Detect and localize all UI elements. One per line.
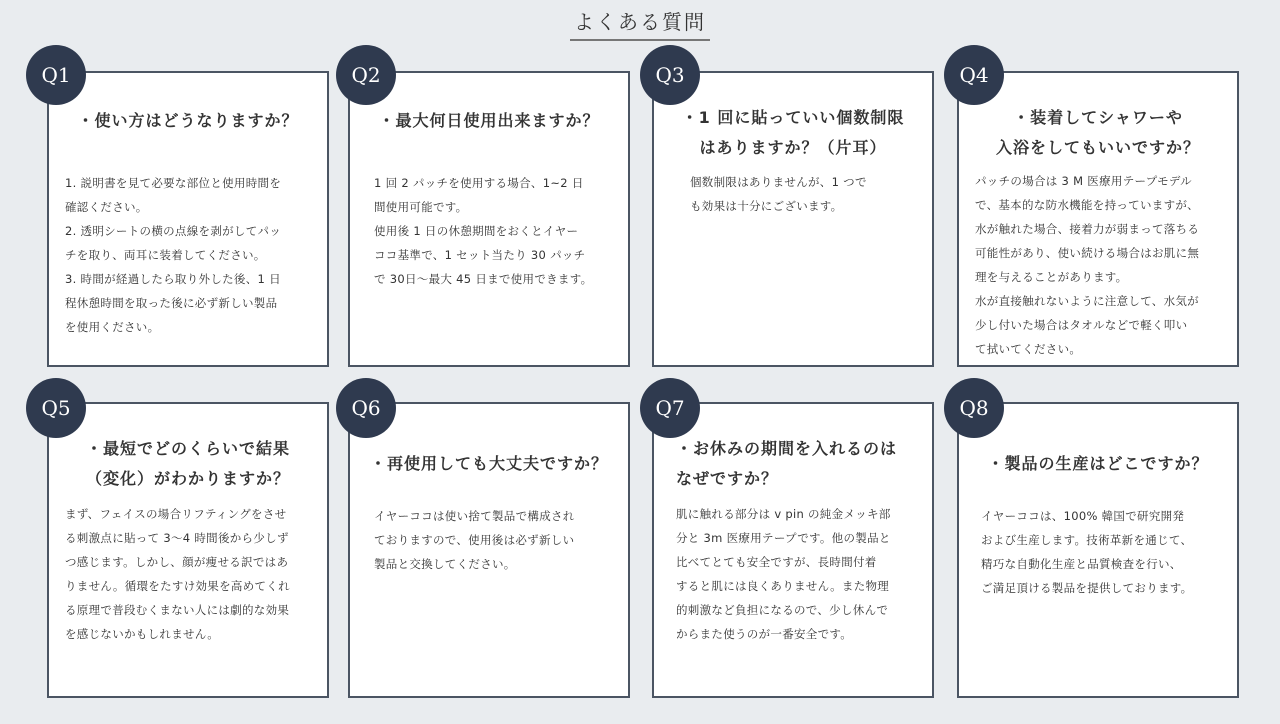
faq-card-3 bbox=[652, 71, 934, 367]
faq-question: ・お休みの期間を入れるのは なぜですか？ bbox=[676, 439, 898, 488]
faq-answer: 肌に触れる部分は v pin の純金メッキ部 分と 3m 医療用テープです。他の製品と 比べてとても安全ですが、長時間付着 すると肌には良くありません。また物理 的刺激など負担になるので、少し休んで からまた使うのが一番安全です。 bbox=[676, 507, 891, 641]
faq-card-7 bbox=[652, 402, 934, 698]
faq-number-badge: Q6 bbox=[336, 378, 396, 438]
faq-number-badge: Q2 bbox=[336, 45, 396, 105]
faq-question: ・製品の生産はどこですか？ bbox=[987, 454, 1209, 473]
faq-card-5 bbox=[47, 402, 329, 698]
faq-answer: イヤーココは、100% 韓国で研究開発 および生産します。技術革新を通じて、 精巧な自動化生産と品質検査を行い、 ご満足頂ける製品を提供しております。 bbox=[981, 509, 1193, 595]
faq-answer: パッチの場合は 3 M 医療用テープモデル で、基本的な防水機能を持っていますが、 水が触れた場合、接着力が弱まって落ちる 可能性があり、使い続ける場合はお肌に無 理を与えることがあります。 水が直接触れないように注意して、水気が 少し付いた場合はタオルなどで軽く叩い て拭いてください。 bbox=[975, 174, 1200, 356]
faq-number-badge: Q8 bbox=[944, 378, 1004, 438]
faq-number-badge: Q3 bbox=[640, 45, 700, 105]
faq-number-badge: Q5 bbox=[26, 378, 86, 438]
faq-answer: まず、フェイスの場合リフティングをさせ る刺激点に貼って 3～4 時間後から少しず つ感じます。しかし、顔が痩せる訳ではあ りません。循環をたすけ効果を高めてくれ る原理で普段むくまない人には劇的な効果 を感じないかもしれません。 bbox=[65, 507, 290, 641]
faq-question: ・最短でどのくらいで結果 （変化）がわかりますか？ bbox=[85, 439, 290, 488]
faq-number-badge: Q4 bbox=[944, 45, 1004, 105]
faq-answer: イヤーココは使い捨て製品で構成され ておりますので、使用後は必ず新しい 製品と交換してください。 bbox=[374, 509, 575, 571]
faq-answer: 1. 説明書を見て必要な部位と使用時間を 確認ください。 2. 透明シートの横の点線を剥がしてパッ チを取り、両耳に装着してください。 3. 時間が経過したら取り外した後、1 日 程休憩時間を取った後に必ず新しい製品 を使用ください。 bbox=[65, 176, 282, 334]
faq-number-badge: Q7 bbox=[640, 378, 700, 438]
faq-question: ・最大何日使用出来ますか？ bbox=[378, 111, 600, 130]
faq-number-badge: Q1 bbox=[26, 45, 86, 105]
faq-card-4 bbox=[957, 71, 1239, 367]
faq-answer: 1 回 2 パッチを使用する場合、1~2 日 間使用可能です。 使用後 1 日の休憩期間をおくとイヤー ココ基準で、1 セット当たり 30 パッチ で 30日～最大 45 日まで使用できます。 bbox=[374, 176, 593, 286]
faq-card-1 bbox=[47, 71, 329, 367]
faq-card-6 bbox=[348, 402, 630, 698]
faq-question: ・使い方はどうなりますか？ bbox=[77, 111, 299, 130]
faq-answer: 個数制限はありませんが、1 つで も効果は十分にございます。 bbox=[690, 175, 867, 213]
page-title: よくある質問 bbox=[570, 6, 710, 41]
faq-question: ・装着してシャワーや 入浴をしてもいいですか？ bbox=[995, 108, 1200, 157]
faq-question: ・再使用しても大丈夫ですか？ bbox=[369, 454, 608, 473]
faq-card-8 bbox=[957, 402, 1239, 698]
faq-card-2 bbox=[348, 71, 630, 367]
faq-question: ・1 回に貼っていい個数制限 はありますか？（片耳） bbox=[681, 108, 905, 157]
